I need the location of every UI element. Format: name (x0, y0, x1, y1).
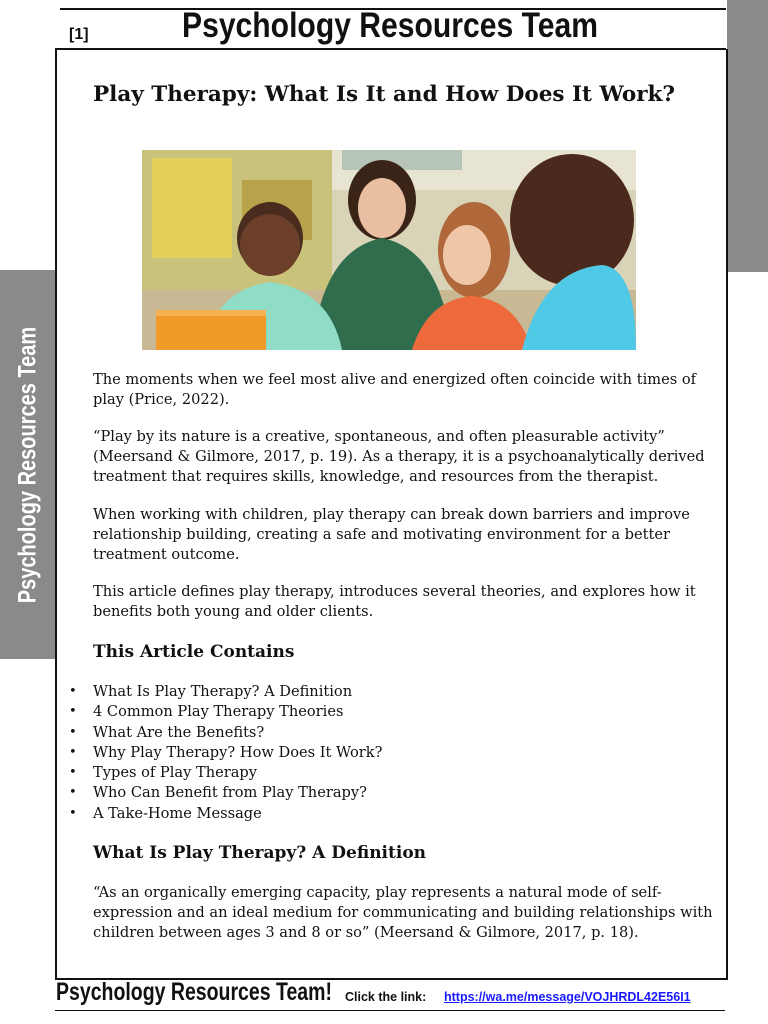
header-title: Psychology Resources Team (182, 6, 598, 45)
contents-item-take-home[interactable]: • A Take-Home Message (93, 804, 382, 824)
contents-item-theories[interactable]: • 4 Common Play Therapy Theories (93, 702, 382, 722)
contents-heading: This Article Contains (93, 642, 295, 662)
contents-item-who-benefits[interactable]: • Who Can Benefit from Play Therapy? (93, 783, 382, 803)
contents-item-types[interactable]: • Types of Play Therapy (93, 763, 382, 783)
intro-paragraph-2: “Play by its nature is a creative, spontaneous, and often pleasurable activity” (Meersand & Gilmore, 2017, p. 19). As a therapy, it is a psychoanalytically derived treatment that requires skills, knowledge, and resources from the therapist. (93, 428, 705, 485)
contents-item-definition[interactable]: • What Is Play Therapy? A Definition (93, 682, 382, 702)
footer-click-label: Click the link: (345, 990, 427, 1004)
page-number: [1] (69, 26, 89, 43)
sidebar-label-text: Psychology Resources Team (13, 326, 42, 604)
right-gray-bar (727, 0, 768, 272)
definition-heading: What Is Play Therapy? A Definition (93, 843, 427, 863)
classroom-photo-illustration (142, 150, 636, 350)
article-title: Play Therapy: What Is It and How Does It Work? (93, 82, 676, 107)
intro-paragraph-1: The moments when we feel most alive and energized often coincide with times of play (Price, 2022). (93, 371, 697, 408)
footer (56, 978, 756, 1008)
intro-paragraph-4: This article defines play therapy, introduces several theories, and explores how it benefits both young and older clients. (93, 583, 696, 620)
intro-paragraph-3: When working with children, play therapy can break down barriers and improve relationship building, creating a safe and motivating environment for a better treatment outcome. (93, 506, 690, 563)
footer-link[interactable]: https://wa.me/message/VOJHRDL42E56I1 (444, 990, 691, 1004)
contents-list (93, 682, 382, 824)
definition-paragraph: “As an organically emerging capacity, play represents a natural mode of self-expression and an ideal medium for communicating and building relationships with children between ages 3 and 8 or so” (Meersand & Gilmore, 2017, p. 18). (93, 884, 713, 941)
footer-rule (55, 1010, 725, 1011)
contents-item-how-it-works[interactable]: • Why Play Therapy? How Does It Work? (93, 743, 382, 763)
contents-item-benefits[interactable]: • What Are the Benefits? (93, 723, 382, 743)
classroom-photo (142, 150, 636, 350)
sidebar-label (14, 292, 43, 638)
footer-brand: Psychology Resources Team! (56, 978, 332, 1006)
